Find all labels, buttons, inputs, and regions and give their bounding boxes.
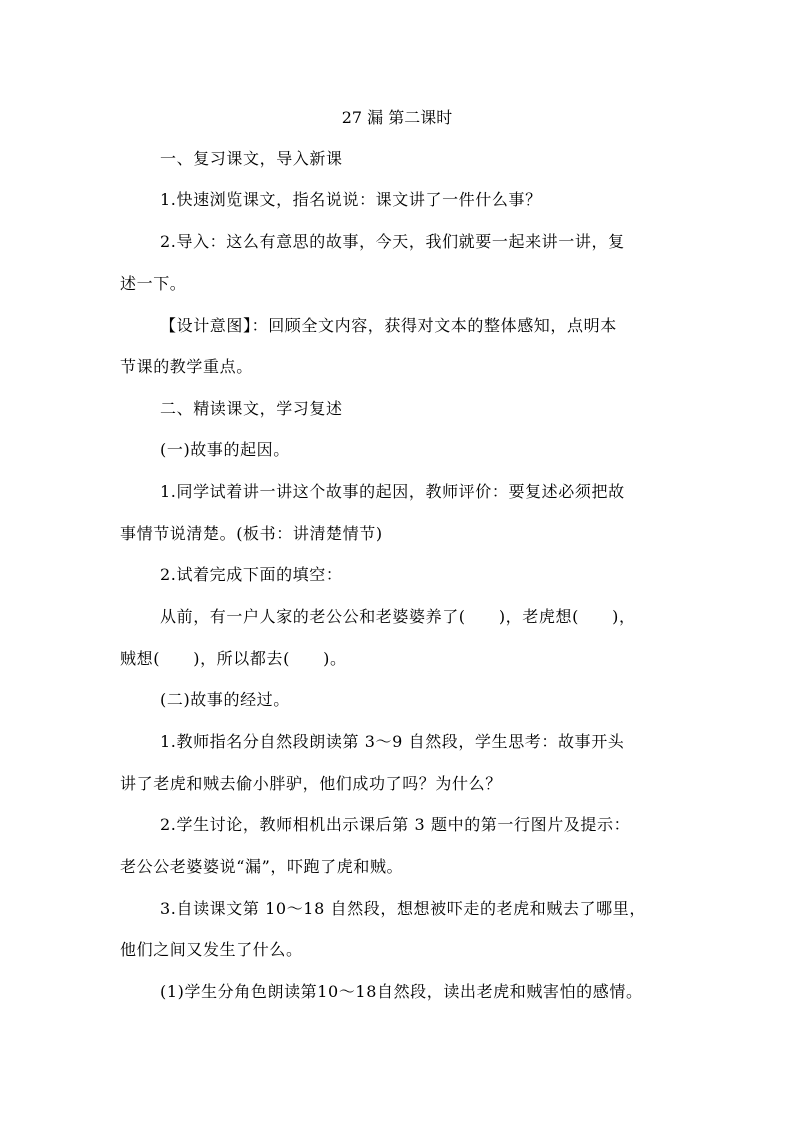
section-heading-reading: 二、精读课文，学习复述 xyxy=(160,399,343,418)
fill-in-blank-line: 贼想( )，所以都去( )。 xyxy=(120,649,347,668)
subsection-heading-cause: (一)故事的起因。 xyxy=(160,440,290,459)
paragraph-line: 2.试着完成下面的填空： xyxy=(160,565,343,584)
paragraph-line: 述一下。 xyxy=(120,274,187,293)
paragraph-line: 2.学生讨论，教师相机出示课后第 3 题中的第一行图片及提示： xyxy=(160,815,631,834)
paragraph-line: 他们之间又发生了什么。 xyxy=(120,940,303,959)
fill-in-blank-line: 从前，有一户人家的老公公和老婆婆养了( )，老虎想( )， xyxy=(160,607,636,626)
section-heading-review: 一、复习课文，导入新课 xyxy=(160,149,343,168)
page-title: 27 漏 第二课时 xyxy=(341,108,453,127)
paragraph-line: 老公公老婆婆说“漏”，吓跑了虎和贼。 xyxy=(120,857,404,876)
paragraph-line: 讲了老虎和贼去偷小胖驴，他们成功了吗？为什么？ xyxy=(120,774,502,793)
design-intent-line: 【设计意图】：回顾全文内容，获得对文本的整体感知，点明本 xyxy=(160,316,617,335)
paragraph-line: 事情节说清楚。(板书：讲清楚情节) xyxy=(120,524,383,543)
paragraph-line: 1.快速浏览课文，指名说说：课文讲了一件什么事？ xyxy=(160,190,542,209)
paragraph-line: 1.教师指名分自然段朗读第 3～9 自然段，学生思考：故事开头 xyxy=(160,732,625,751)
paragraph-line: 2.导入：这么有意思的故事，今天，我们就要一起来讲一讲，复 xyxy=(160,232,625,251)
subsection-heading-process: (二)故事的经过。 xyxy=(160,690,290,709)
paragraph-line: (1)学生分角色朗读第10～18自然段，读出老虎和贼害怕的感情。 xyxy=(160,982,643,1001)
paragraph-line: 3.自读课文第 10～18 自然段，想想被吓走的老虎和贼去了哪里， xyxy=(160,899,646,918)
paragraph-line: 1.同学试着讲一讲这个故事的起因，教师评价：要复述必须把故 xyxy=(160,482,625,501)
paragraph-line: 节课的教学重点。 xyxy=(120,357,253,376)
